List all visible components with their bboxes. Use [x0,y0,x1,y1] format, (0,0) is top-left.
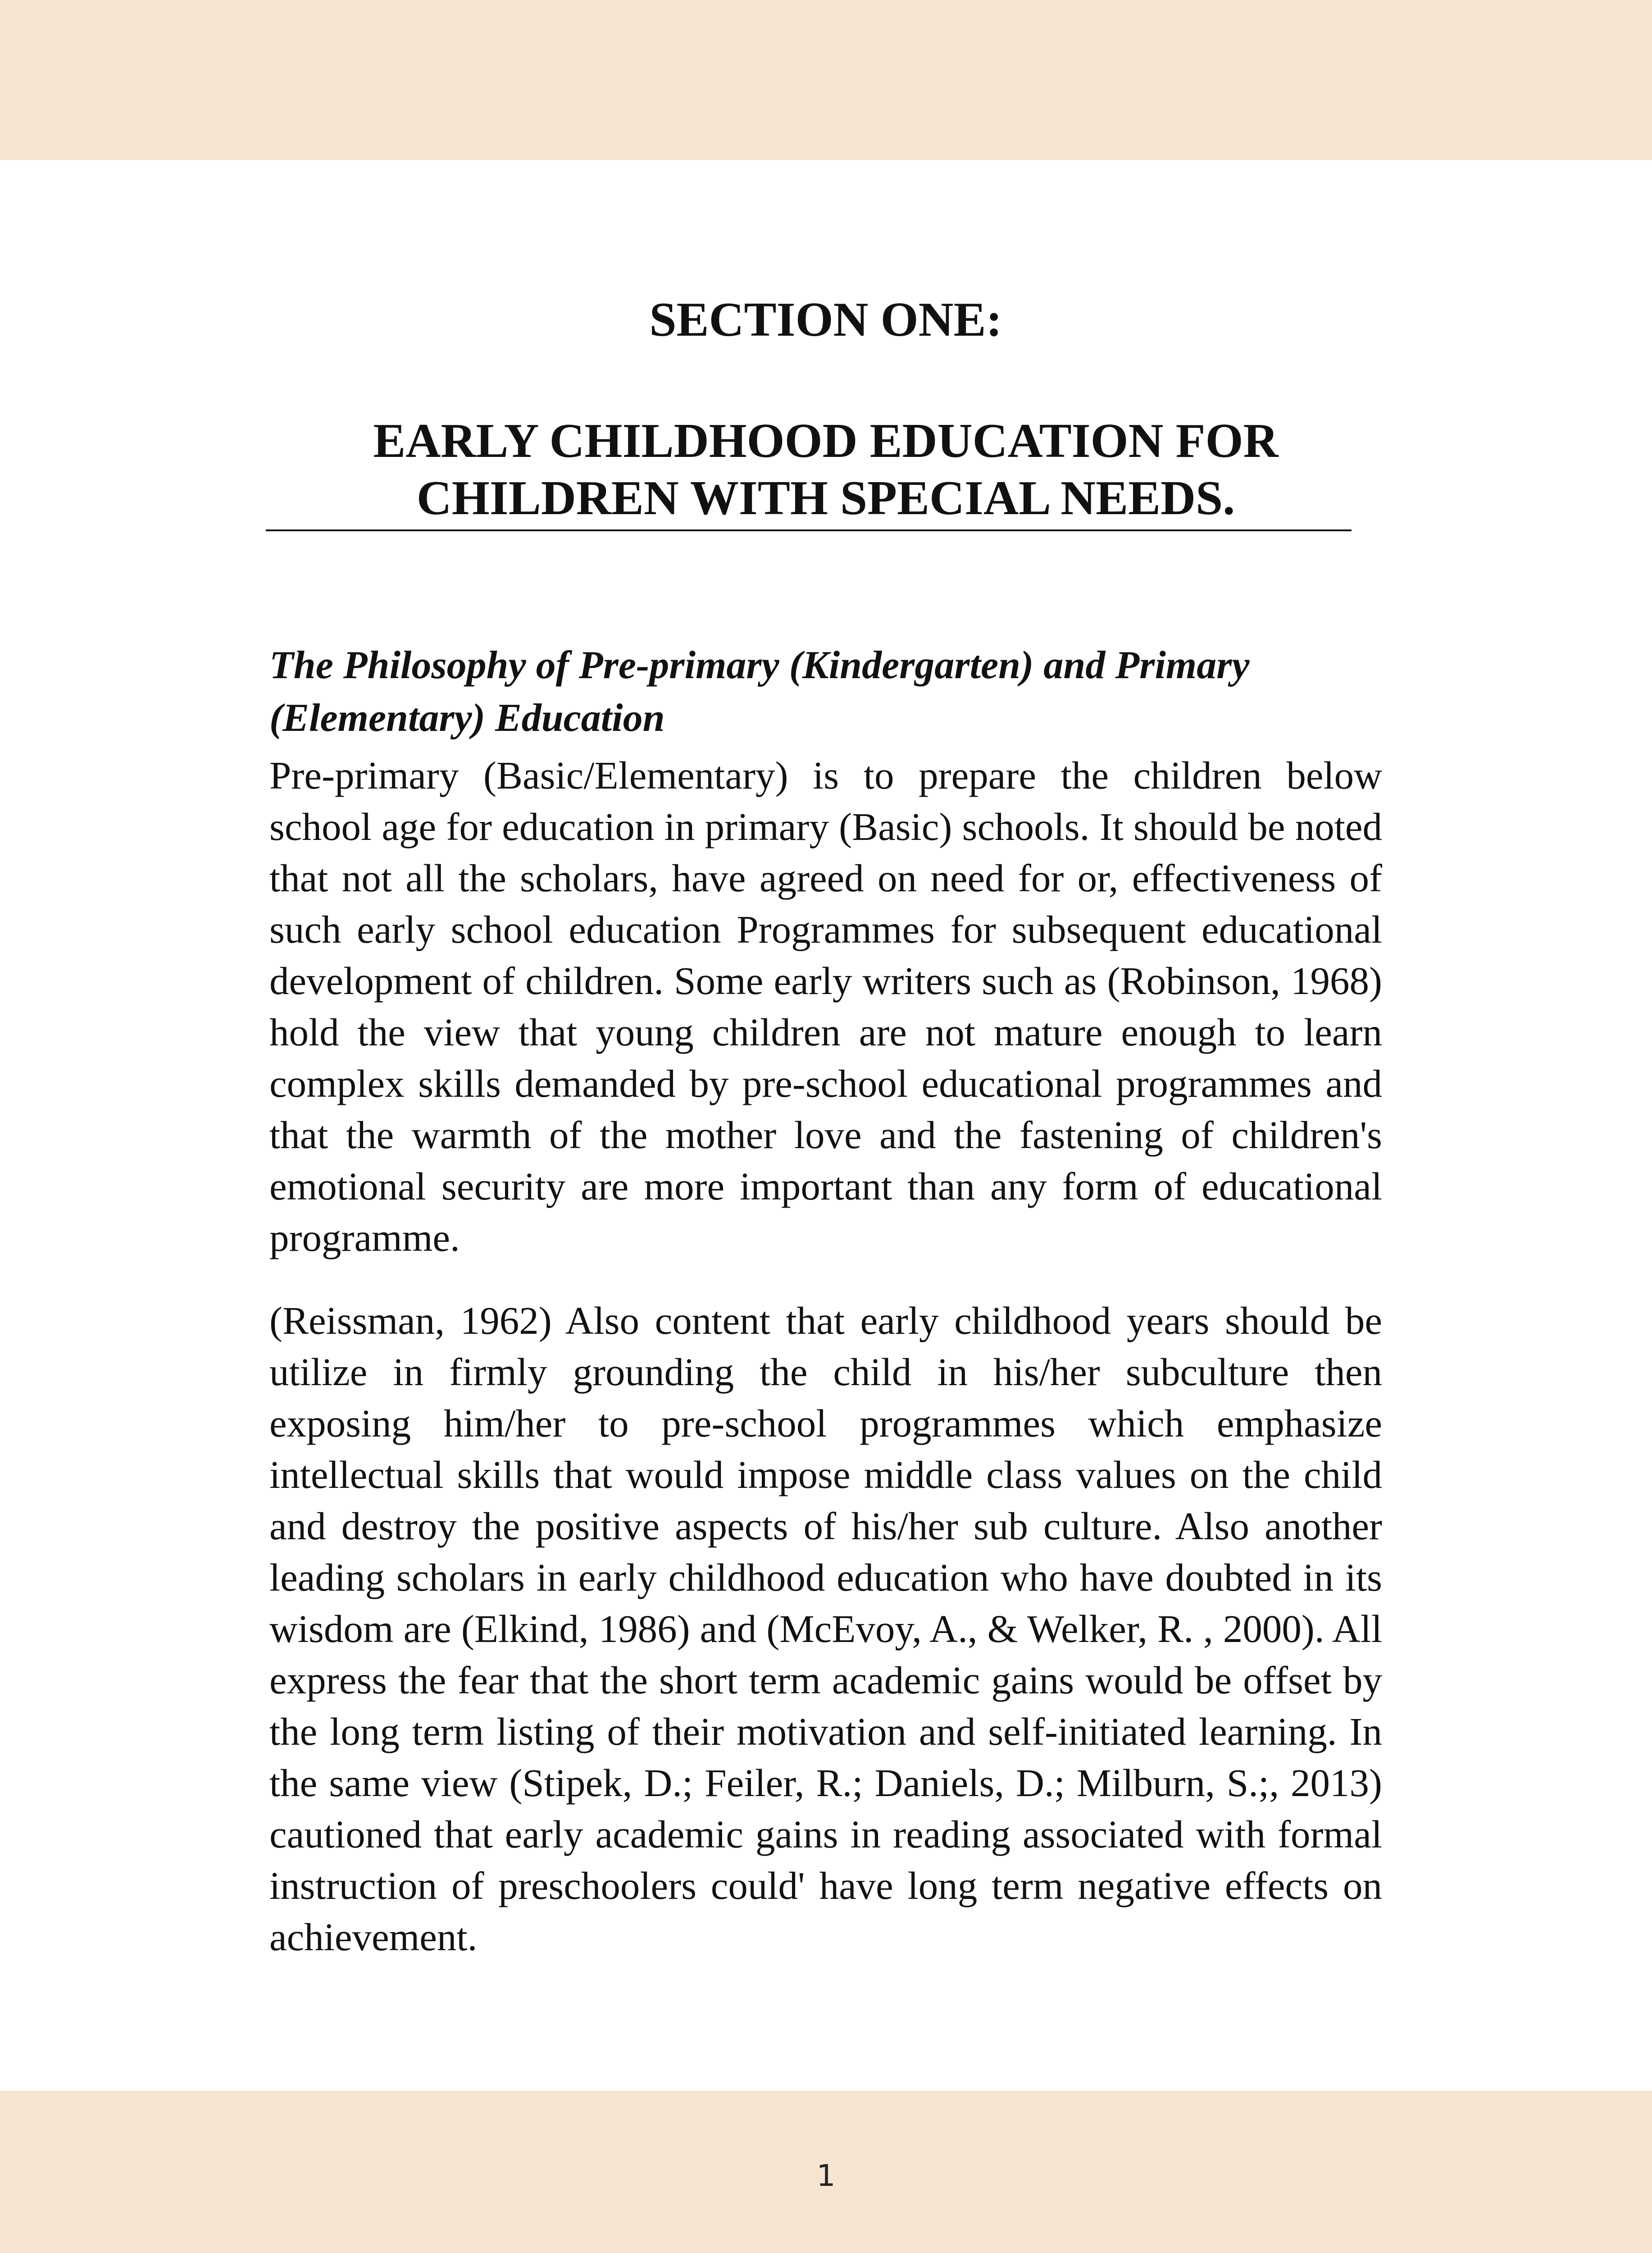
page-content [269,261,1382,1963]
header-band [0,0,1652,160]
page-title: EARLY CHILDHOOD EDUCATION FOR CHILDREN WITH SPECIAL NEEDS. [373,414,1279,525]
subheading: The Philosophy of Pre-primary (Kindergarten) and Primary (Elementary) Education [269,643,1250,740]
title-underline [266,529,1352,531]
paragraph-1: Pre-primary (Basic/Elementary) is to prepare the children below school age for education in primary (Basic) schools. It should be noted that not all the scholars, have agreed on need for or, effectiveness of such early school education Programmes for subsequent educational development of children. Some early writers such as (Robinson, 1968) hold the view that young children are not mature enough to learn complex skills demanded by pre-school educational programmes and that the warmth of the mother love and the fastening of children's emotional security are more important than any form of educational programme. [269,753,1382,1259]
page-number: 1 [816,2158,836,2193]
paragraph-2: (Reissman, 1962) Also content that early childhood years should be utilize in firmly grounding the child in his/her subculture then exposing him/her to pre-school programmes which emphasize intellectual skills that would impose middle class values on the child and destroy the positive aspects of his/her sub culture. Also another leading scholars in early childhood education who have doubted in its wisdom are (Elkind, 1986) and (McEvoy, A., & Welker, R. , 2000). All express the fear that the short term academic gains would be offset by the long term listing of their motivation and self-initiated learning. In the same view (Stipek, D.; Feiler, R.; Daniels, D.; Milburn, S.;, 2013) cautioned that early academic gains in reading associated with formal instruction of preschoolers could' have long term negative effects on achievement. [269,1298,1382,1959]
section-label: SECTION ONE: [649,293,1002,347]
